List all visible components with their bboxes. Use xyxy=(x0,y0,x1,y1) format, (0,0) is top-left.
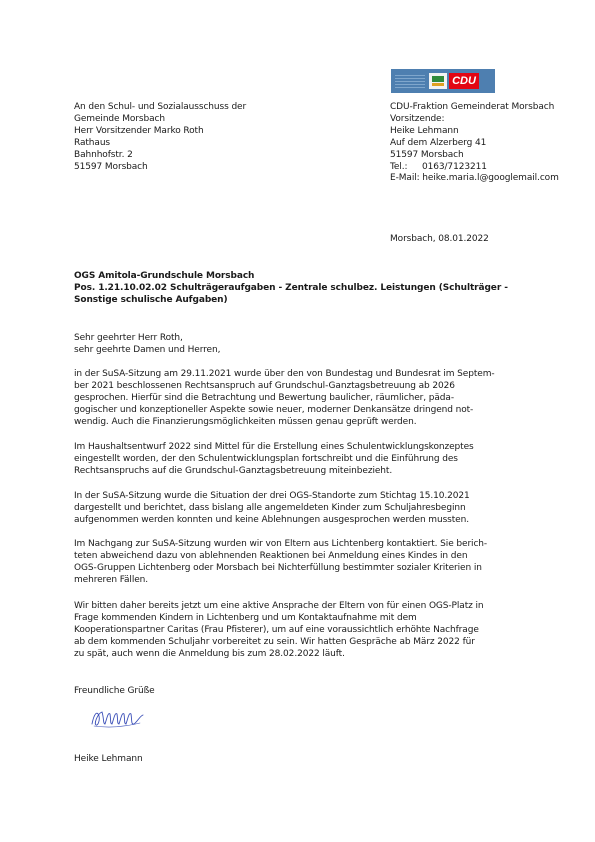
recipient-line: Bahnhofstr. 2 xyxy=(74,149,133,160)
body-paragraph xyxy=(74,491,518,527)
salutation xyxy=(74,333,220,357)
recipient-line: An den Schul- und Sozialausschuss der xyxy=(74,102,247,112)
letter-date: Morsbach, 08.01.2022 xyxy=(390,234,489,244)
handwritten-signature xyxy=(88,704,148,732)
paragraph-line: mehreren Fällen. xyxy=(74,574,149,585)
closing: Freundliche Grüße xyxy=(74,686,155,696)
subject-line: OGS Amitola-Grundschule Morsbach xyxy=(74,271,255,281)
recipient-line: Gemeinde Morsbach xyxy=(74,113,165,124)
paragraph-line: wendig. Auch die Finanzierungsmöglichkeiten müssen genau geprüft werden. xyxy=(74,416,417,427)
paragraph-line: In der SuSA-Sitzung wurde die Situation der drei OGS-Standorte zum Stichtag 15.10.2021 xyxy=(74,491,470,501)
body-paragraph xyxy=(74,442,518,478)
salutation-line: sehr geehrte Damen und Herren, xyxy=(74,344,221,355)
body-paragraph xyxy=(74,601,518,661)
paragraph-line: gesprochen. Hierfür sind die Betrachtung und Bewertung baulicher, räumlicher, päda- xyxy=(74,392,454,403)
phone-label: Tel.: xyxy=(390,161,408,172)
paragraph-line: Im Nachgang zur SuSA-Sitzung wurden wir von Eltern aus Lichtenberg kontaktiert. Sie berich- xyxy=(74,539,488,549)
sender-address xyxy=(390,102,559,185)
body-paragraph xyxy=(74,539,518,587)
sender-line: 51597 Morsbach xyxy=(390,149,464,160)
emblem-icon xyxy=(429,73,447,89)
sender-email[interactable]: E-Mail: heike.maria.l@googlemail.com xyxy=(390,173,559,184)
sender-line: Auf dem Alzerberg 41 xyxy=(390,137,487,148)
sender-line: CDU-Fraktion Gemeinderat Morsbach xyxy=(390,102,555,112)
recipient-line: Herr Vorsitzender Marko Roth xyxy=(74,125,204,136)
paragraph-line: OGS-Gruppen Lichtenberg oder Morsbach bei Nichterfüllung bestimmter sozialer Kriterien in xyxy=(74,562,482,573)
paragraph-line: teten abweichend dazu von ablehnenden Reaktionen bei Anmeldung eines Kindes in den xyxy=(74,550,468,561)
sender-line: Vorsitzende: xyxy=(390,113,445,124)
paragraph-line: ber 2021 beschlossenen Rechtsanspruch auf Grundschul-Ganztagsbetreuung ab 2026 xyxy=(74,380,455,391)
paragraph-line: Wir bitten daher bereits jetzt um eine aktive Ansprache der Eltern von für einen OGS-Platz in xyxy=(74,601,484,611)
paragraph-line: aufgenommen werden konnten und keine Ablehnungen ausgesprochen werden mussten. xyxy=(74,514,469,525)
subject-line: Pos. 1.21.10.02.02 Schulträgeraufgaben - Zentrale schulbez. Leistungen (Schulträger - xyxy=(74,282,508,293)
recipient-address xyxy=(74,102,246,173)
sender-phone xyxy=(390,162,559,174)
paragraph-line: zu spät, auch wenn die Anmeldung bis zum 28.02.2022 läuft. xyxy=(74,648,345,659)
recipient-line: Rathaus xyxy=(74,137,111,148)
sender-line: Heike Lehmann xyxy=(390,125,459,136)
paragraph-line: Frage kommenden Kindern in Lichtenberg und um Kontaktaufnahme mit dem xyxy=(74,612,417,623)
paragraph-line: dargestellt und berichtet, dass bislang alle angemeldeten Kinder zum Schuljahresbeginn xyxy=(74,502,466,513)
logo-stripes xyxy=(395,75,425,88)
paragraph-line: Rechtsanspruchs auf die Grundschul-Ganztagsbetreuung miteinbezieht. xyxy=(74,465,393,476)
paragraph-line: eingestellt worden, der den Schulentwicklungsplan fortschreibt und die Einführung des xyxy=(74,453,458,464)
body-paragraph xyxy=(74,369,518,429)
paragraph-line: gogischer und konzeptioneller Aspekte sowie neuer, moderner Denkansätze dringend not- xyxy=(74,404,474,415)
paragraph-line: in der SuSA-Sitzung am 29.11.2021 wurde über den von Bundestag und Bundesrat im Septem- xyxy=(74,369,495,379)
cdu-wordmark: CDU xyxy=(449,73,479,89)
cdu-logo xyxy=(391,69,495,93)
subject-line: Sonstige schulische Aufgaben) xyxy=(74,294,228,305)
signature-name: Heike Lehmann xyxy=(74,754,143,764)
recipient-line: 51597 Morsbach xyxy=(74,161,148,172)
subject xyxy=(74,271,508,307)
salutation-line: Sehr geehrter Herr Roth, xyxy=(74,333,183,343)
paragraph-line: Kooperationspartner Caritas (Frau Pfisterer), um auf eine voraussichtlich erhöhte Nachfrage xyxy=(74,624,479,635)
paragraph-line: ab dem kommenden Schuljahr vorbereitet zu sein. Wir hatten Gespräche ab März 2022 für xyxy=(74,636,475,647)
phone-number: 0163/7123211 xyxy=(422,161,487,172)
paragraph-line: Im Haushaltsentwurf 2022 sind Mittel für die Erstellung eines Schulentwicklungskonzeptes xyxy=(74,442,474,452)
